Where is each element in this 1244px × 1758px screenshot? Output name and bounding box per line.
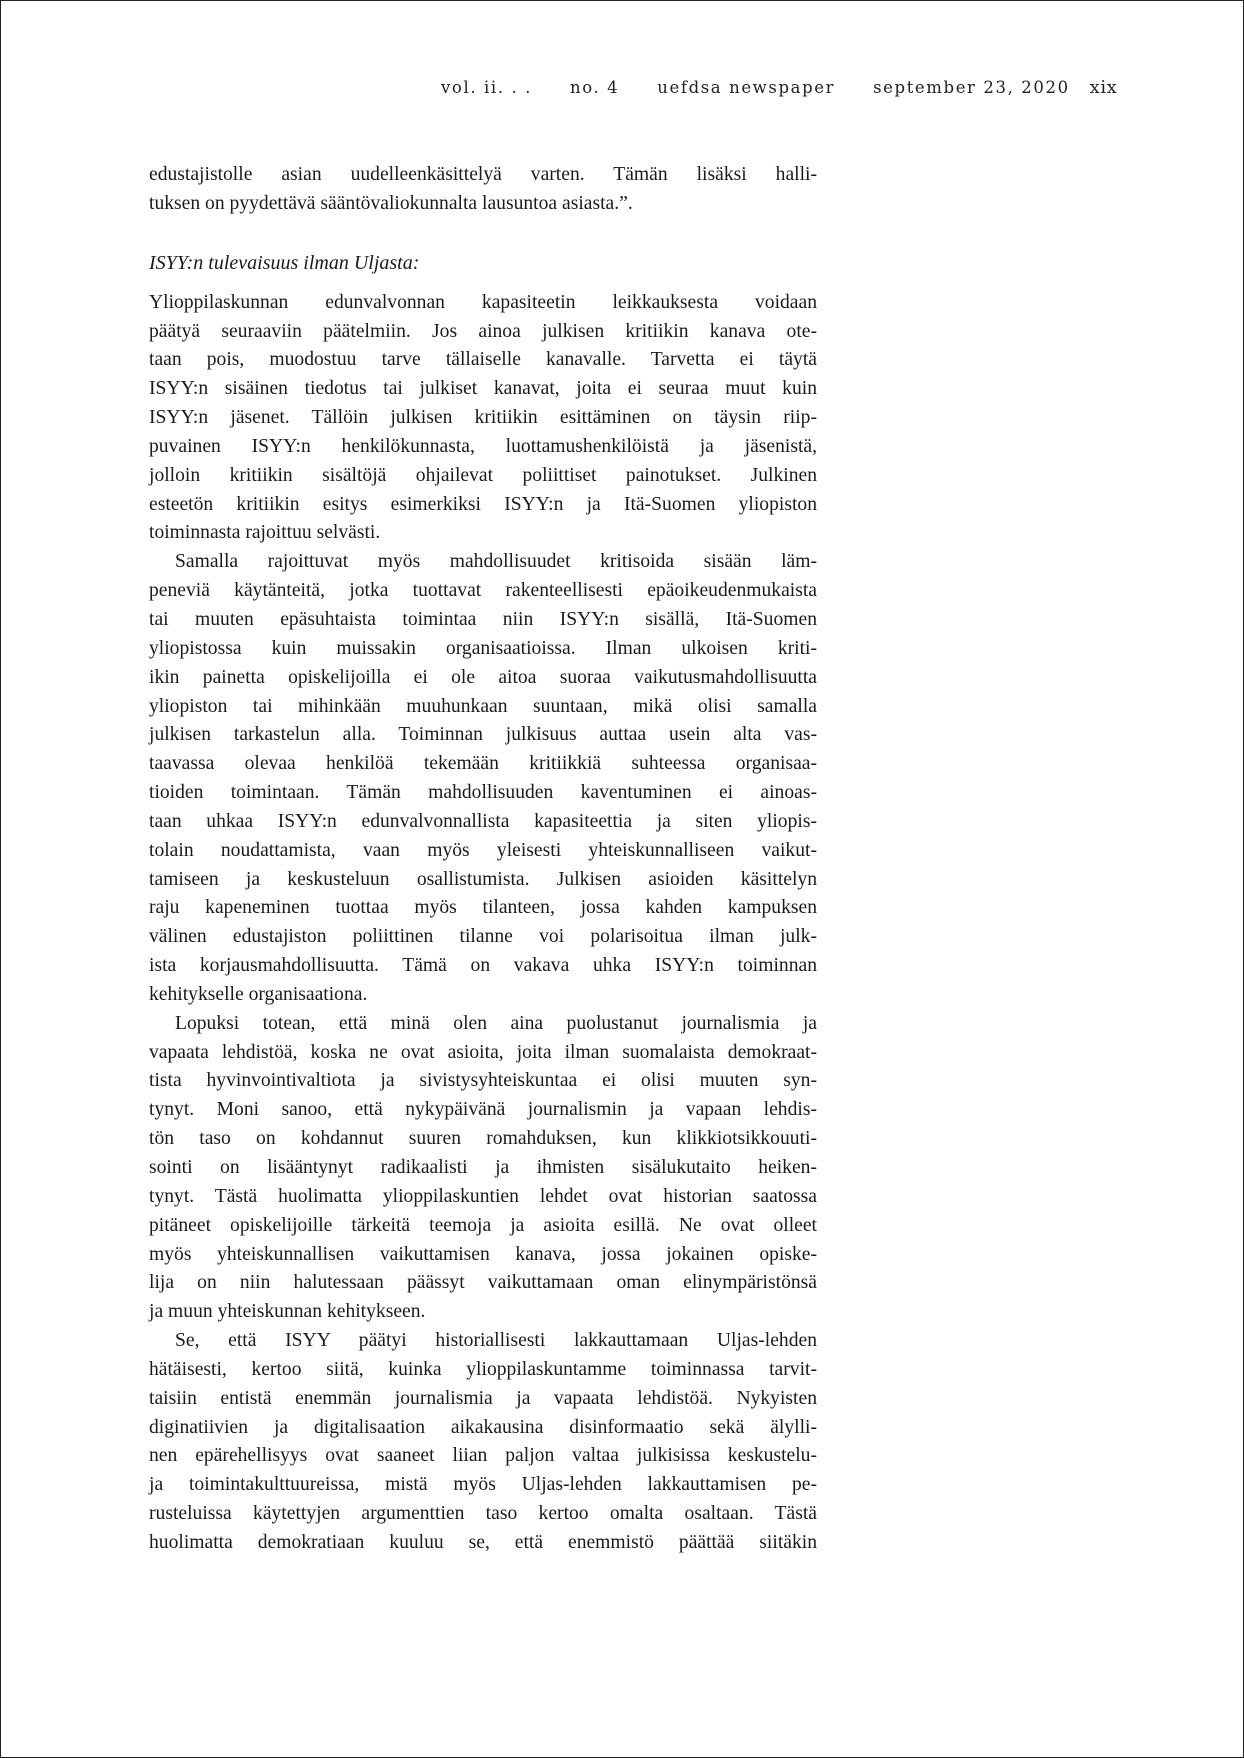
- text-line: rusteluissa käytettyjen argumenttien taso kertoo omalta osaltaan. Tästä: [149, 1503, 817, 1525]
- text-line: peneviä käytänteitä, jotka tuottavat rakenteellisesti epäoikeudenmukaista: [149, 580, 817, 602]
- text-line: Se, että ISYY päätyi historiallisesti lakkauttamaan Uljas-lehden: [175, 1330, 817, 1352]
- section-heading: ISYY:n tulevaisuus ilman Uljasta:: [149, 251, 420, 274]
- text-line: ikin painetta opiskelijoilla ei ole aitoa suoraa vaikutusmahdollisuutta: [149, 666, 817, 688]
- text-line: tioiden toimintaan. Tämän mahdollisuuden kaventuminen ei ainoas-: [149, 782, 817, 804]
- text-line: myös yhteiskunnallisen vaikuttamisen kanava, jossa jokainen opiske-: [149, 1243, 817, 1265]
- text-line: ISYY:n sisäinen tiedotus tai julkiset kanavat, joita ei seuraa muut kuin: [149, 378, 817, 400]
- text-line: jolloin kritiikin sisältöjä ohjailevat poliittiset painotukset. Julkinen: [149, 464, 817, 486]
- text-line: kehitykselle organisaationa.: [149, 983, 368, 1005]
- text-line: vapaata lehdistöä, koska ne ovat asioita, joita ilman suomalaista demokraat-: [149, 1041, 817, 1063]
- text-line: Lopuksi totean, että minä olen aina puolustanut journalismia ja: [175, 1012, 817, 1034]
- text-line: nen epärehellisyys ovat saaneet liian paljon valtaa julkisissa keskustelu-: [149, 1445, 817, 1467]
- text-line: hätäisesti, kertoo siitä, kuinka ylioppilaskuntamme toiminnassa tarvit-: [149, 1358, 817, 1380]
- text-line: ja muun yhteiskunnan kehitykseen.: [149, 1301, 426, 1323]
- text-line: pitäneet opiskelijoille tärkeitä teemoja ja asioita esillä. Ne ovat olleet: [149, 1214, 817, 1236]
- paragraph-2: [149, 548, 817, 1010]
- text-line: puvainen ISYY:n henkilökunnasta, luottamushenkilöistä ja jäsenistä,: [149, 435, 817, 457]
- text-line: huolimatta demokratiaan kuuluu se, että enemmistö päättää siitäkin: [149, 1531, 817, 1553]
- text-line: päätyä seuraaviin päätelmiin. Jos ainoa julkisen kritiikin kanava ote-: [149, 320, 817, 342]
- text-line: toiminnasta rajoittuu selvästi.: [149, 522, 381, 544]
- text-line: tön taso on kohdannut suuren romahduksen, kun klikkiotsikkouuti-: [149, 1128, 817, 1150]
- paragraph-3: [149, 1010, 817, 1327]
- text-line: ISYY:n jäsenet. Tällöin julkisen kritiikin esittäminen on täysin riip-: [149, 407, 817, 429]
- page-number: xix: [1089, 77, 1118, 98]
- text-line: julkisen tarkastelun alla. Toiminnan julkisuus auttaa usein alta vas-: [149, 724, 817, 746]
- text-line: sointi on lisääntynyt radikaalisti ja ihmisten sisälukutaito heiken-: [149, 1157, 817, 1178]
- text-line: taavassa olevaa henkilöä tekemään kritiikkiä suhteessa organisaa-: [149, 753, 817, 775]
- text-line: Samalla rajoittuvat myös mahdollisuudet kritisoida sisään läm-: [175, 551, 817, 573]
- header-number: no. 4: [570, 78, 620, 97]
- text-line: yliopistossa kuin muissakin organisaatioissa. Ilman ulkoisen kriti-: [149, 637, 817, 659]
- text-line: ja toimintakulttuureissa, mistä myös Uljas-lehden lakkauttamisen pe-: [149, 1474, 817, 1496]
- text-line: lija on niin halutessaan päässyt vaikuttamaan oman elinympäristönsä: [149, 1272, 817, 1294]
- text-line: raju kapeneminen tuottaa myös tilanteen, jossa kahden kampuksen: [149, 897, 817, 919]
- text-line: Ylioppilaskunnan edunvalvonnan kapasiteetin leikkauksesta voidaan: [149, 291, 817, 313]
- header-volume: vol. ii. . .: [441, 78, 533, 97]
- text-line: diginatiivien ja digitalisaation aikakausina disinformaatio sekä älylli-: [149, 1416, 817, 1438]
- text-line: välinen edustajiston poliittinen tilanne voi polarisoitua ilman julk-: [149, 926, 817, 948]
- text-line: tuksen on pyydettävä sääntövaliokunnalta lausuntoa asiasta.”.: [149, 192, 633, 214]
- text-line: tamiseen ja keskusteluun osallistumista. Julkisen asioiden käsittelyn: [149, 868, 817, 890]
- text-line: tynyt. Tästä huolimatta ylioppilaskuntien lehdet ovat historian saatossa: [149, 1185, 817, 1207]
- text-line: tai muuten epäsuhtaista toimintaa niin ISYY:n sisällä, Itä-Suomen: [149, 608, 817, 630]
- text-line: taan pois, muodostuu tarve tällaiselle kanavalle. Tarvetta ei täytä: [149, 349, 817, 371]
- header-date: september 23, 2020: [873, 78, 1070, 97]
- intro-paragraph: [149, 161, 817, 219]
- text-line: taisiin entistä enemmän journalismia ja vapaata lehdistöä. Nykyisten: [149, 1387, 817, 1409]
- text-line: ista korjausmahdollisuutta. Tämä on vakava uhka ISYY:n toiminnan: [149, 955, 817, 977]
- paragraph-1: [149, 289, 817, 549]
- text-line: esteetön kritiikin esitys esimerkiksi ISYY:n ja Itä-Suomen yliopiston: [149, 493, 817, 515]
- text-line: edustajistolle asian uudelleenkäsittelyä varten. Tämän lisäksi halli-: [149, 164, 817, 185]
- article-body: [149, 161, 817, 1558]
- text-line: tynyt. Moni sanoo, että nykypäivänä journalismin ja vapaan lehdis-: [149, 1099, 817, 1121]
- paragraph-4: [149, 1327, 817, 1558]
- header-publication: uefdsa newspaper: [657, 78, 836, 97]
- text-line: yliopiston tai mihinkään muuhunkaan suuntaan, mikä olisi samalla: [149, 695, 817, 717]
- text-line: tista hyvinvointivaltiota ja sivistysyhteiskuntaa ei olisi muuten syn-: [149, 1070, 817, 1092]
- text-line: tolain noudattamista, vaan myös yleisesti yhteiskunnalliseen vaikut-: [149, 839, 817, 861]
- text-line: taan uhkaa ISYY:n edunvalvonnallista kapasiteettia ja siten yliopis-: [149, 810, 817, 832]
- running-header: [441, 77, 1117, 98]
